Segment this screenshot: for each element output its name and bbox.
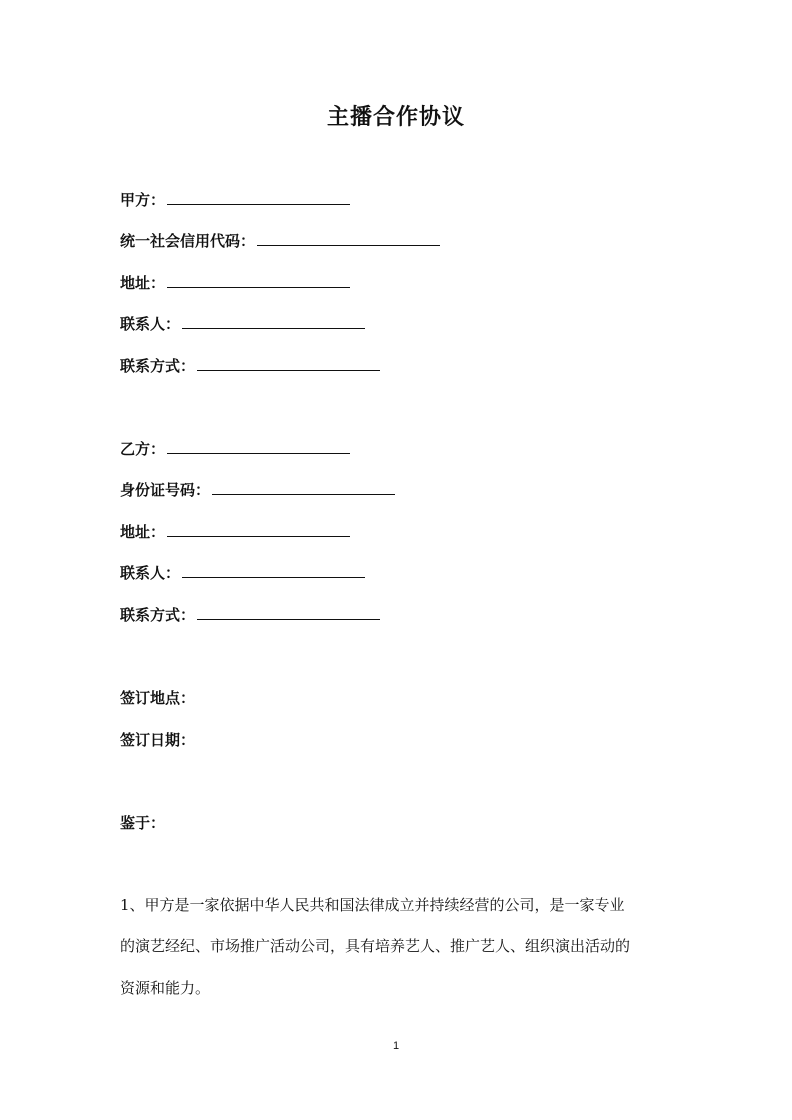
clause-1-line-1: 1、甲方是一家依据中华人民共和国法律成立并持续经营的公司，是一家专业 [120, 896, 625, 914]
party-a-credit-code-blank [257, 230, 440, 246]
party-b-contact-field [120, 561, 365, 585]
party-b-name-blank [167, 438, 350, 454]
party-a-name-label: 甲方： [120, 191, 166, 209]
party-a-contact-field [120, 312, 365, 336]
party-a-address-label: 地址： [120, 274, 166, 292]
party-a-credit-code-field [120, 229, 440, 253]
party-a-contact-label: 联系人： [120, 315, 181, 333]
party-b-id-label: 身份证号码： [120, 481, 211, 499]
whereas-label: 鉴于： [120, 814, 166, 832]
party-b-contact-label: 联系人： [120, 564, 181, 582]
party-b-contact-method-blank [197, 604, 380, 620]
clause-1-line-2: 的演艺经纪、市场推广活动公司，具有培养艺人、推广艺人、组织演出活动的 [120, 937, 631, 955]
party-a-name-field [120, 188, 350, 212]
signing-place-label: 签订地点： [120, 689, 196, 707]
clause-1-line-3: 资源和能力。 [120, 979, 211, 997]
party-b-address-blank [167, 521, 350, 537]
page-number: 1 [392, 1040, 400, 1052]
party-a-contact-method-label: 联系方式： [120, 357, 196, 375]
party-b-id-blank [212, 479, 395, 495]
party-a-contact-method-field [120, 354, 380, 378]
party-a-credit-code-label: 统一社会信用代码： [120, 232, 256, 250]
party-a-contact-method-blank [197, 355, 380, 371]
party-b-address-label: 地址： [120, 523, 166, 541]
signing-date-label: 签订日期： [120, 731, 196, 749]
party-b-address-field [120, 520, 350, 544]
party-a-name-blank [167, 189, 350, 205]
party-a-contact-blank [182, 313, 365, 329]
party-b-contact-method-field [120, 603, 380, 627]
party-a-address-blank [167, 272, 350, 288]
party-b-name-field [120, 437, 350, 461]
party-b-contact-blank [182, 562, 365, 578]
party-b-name-label: 乙方： [120, 440, 166, 458]
party-b-id-field [120, 478, 395, 502]
document-title: 主播合作协议 [326, 104, 465, 130]
party-b-contact-method-label: 联系方式： [120, 606, 196, 624]
party-a-address-field [120, 271, 350, 295]
